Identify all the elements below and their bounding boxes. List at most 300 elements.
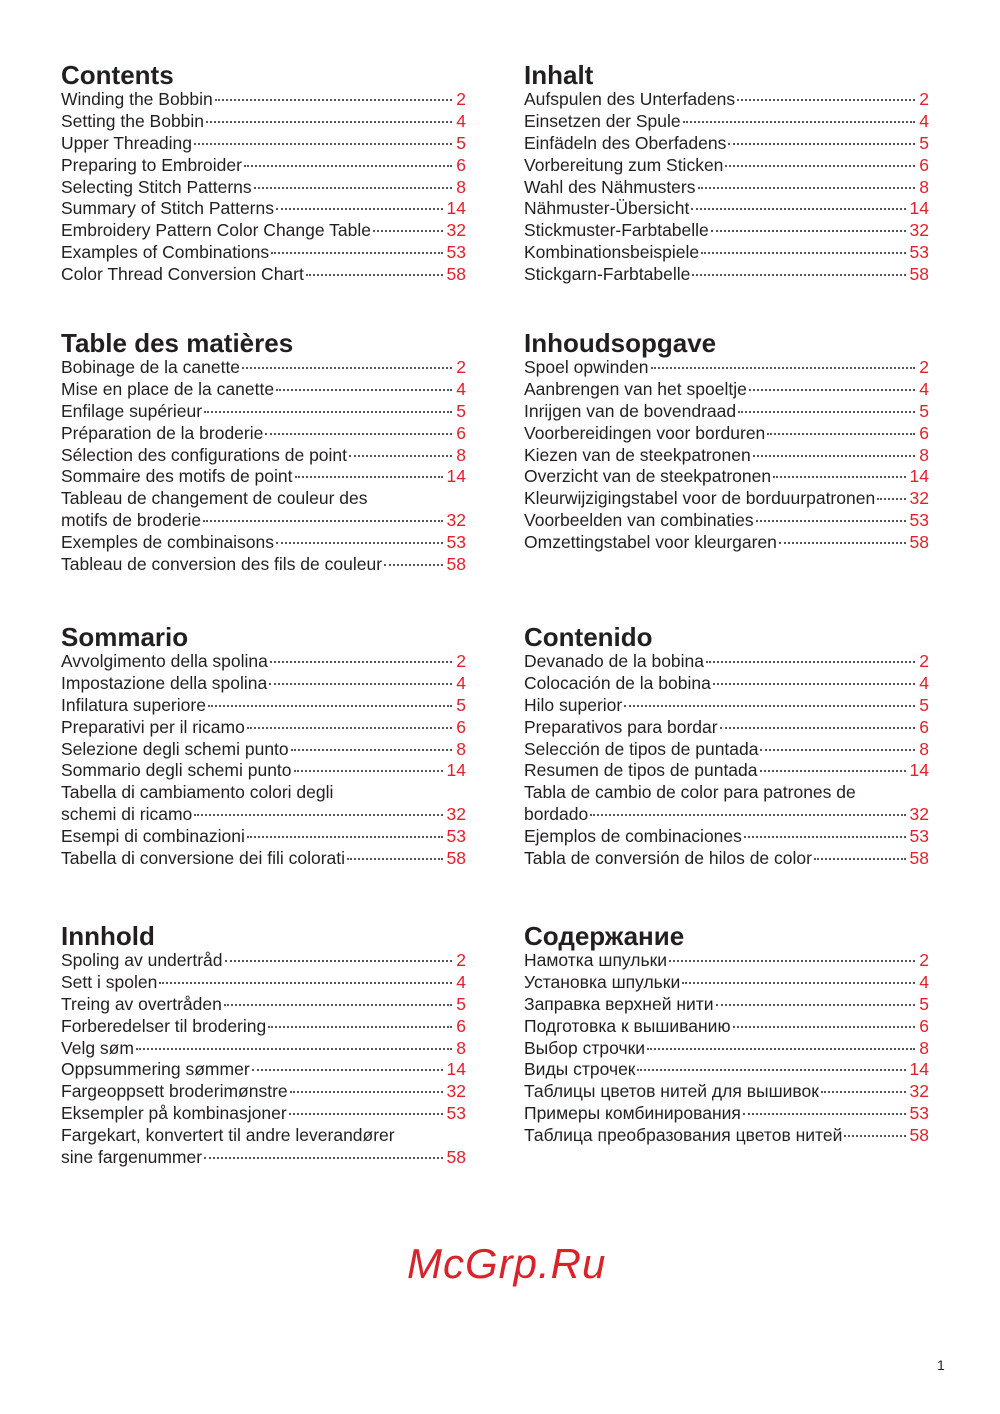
toc-entry[interactable] (524, 760, 929, 782)
dot-leader (244, 165, 452, 167)
entry-label: Exemples de combinaisons (61, 532, 275, 553)
dot-leader (844, 1135, 905, 1137)
toc-entry[interactable] (524, 972, 929, 994)
toc-entry[interactable] (61, 760, 466, 782)
entry-page-number: 8 (919, 444, 929, 465)
entry-page-number: 53 (909, 242, 929, 263)
dot-leader (349, 455, 452, 457)
entry-label: Заправка верхней нити (524, 993, 714, 1014)
entry-label: schemi di ricamo (61, 804, 193, 825)
toc-entry[interactable] (524, 1059, 929, 1081)
dot-leader (720, 727, 916, 729)
entry-label: Treing av overtråden (61, 993, 222, 1014)
dot-leader (669, 960, 915, 962)
toc-entry[interactable] (61, 1147, 466, 1169)
toc-entry[interactable] (524, 466, 929, 488)
dot-leader (294, 770, 443, 772)
entry-page-number: 6 (456, 1015, 466, 1036)
entry-page-number: 4 (919, 971, 929, 992)
toc-entry[interactable] (61, 379, 466, 401)
entry-page-number: 6 (456, 422, 466, 443)
entry-label: Kleurwijzigingstabel voor de borduurpatronen (524, 488, 876, 509)
toc-entry[interactable] (61, 717, 466, 739)
dot-leader (206, 121, 452, 123)
entry-label: Nähmuster-Übersicht (524, 198, 690, 219)
entry-page-number: 32 (446, 1081, 466, 1102)
entry-page-number: 2 (456, 950, 466, 970)
toc-entry[interactable] (61, 1016, 466, 1038)
dot-leader (203, 520, 442, 522)
dot-leader (252, 1069, 443, 1071)
entry-label: Виды строчек (524, 1059, 636, 1080)
dot-leader (698, 187, 916, 189)
toc-entry[interactable] (61, 651, 466, 673)
entry-page-number: 8 (456, 176, 466, 197)
dot-leader (276, 208, 443, 210)
entry-page-number: 58 (909, 532, 929, 553)
toc-entry[interactable] (61, 1103, 466, 1125)
dot-leader (821, 1091, 906, 1093)
dot-leader (701, 252, 905, 254)
toc-section (524, 921, 929, 1147)
section-title: Inhalt (524, 60, 594, 90)
dot-leader (270, 661, 452, 663)
entry-label: Winding the Bobbin (61, 89, 213, 109)
toc-entry[interactable] (61, 89, 466, 111)
dot-leader (136, 1048, 452, 1050)
toc-entry[interactable] (61, 554, 466, 576)
entry-label: Выбор строчки (524, 1037, 645, 1058)
dot-leader (716, 1004, 916, 1006)
dot-leader (753, 455, 916, 457)
page-number: 1 (937, 1357, 945, 1373)
dot-leader (159, 982, 452, 984)
toc-entry[interactable] (524, 445, 929, 467)
dot-leader (384, 564, 442, 566)
entry-page-number: 6 (456, 154, 466, 175)
dot-leader (204, 411, 452, 413)
toc-section (524, 622, 929, 870)
entry-label: Spoling av undertråd (61, 950, 223, 970)
toc-entry[interactable] (524, 401, 929, 423)
section-title: Sommario (61, 622, 189, 652)
entry-label: Таблицы цветов нитей для вышивок (524, 1081, 819, 1102)
dot-leader (624, 705, 915, 707)
entry-label: Inrijgen van de bovendraad (524, 400, 737, 421)
section-title: Contenido (524, 622, 653, 652)
dot-leader (814, 858, 906, 860)
entry-label: Forberedelser til brodering (61, 1015, 267, 1036)
dot-leader (208, 705, 452, 707)
toc-entry[interactable] (524, 423, 929, 445)
entry-page-number: 2 (919, 89, 929, 109)
entry-label: Preparativos para bordar (524, 716, 718, 737)
toc-entry[interactable] (524, 1081, 929, 1103)
dot-leader (225, 960, 453, 962)
entry-page-number: 14 (446, 760, 466, 781)
entry-page-number: 2 (919, 651, 929, 671)
toc-entry[interactable] (61, 401, 466, 423)
dot-leader (691, 208, 905, 210)
entry-label: Colocación de la bobina (524, 672, 711, 693)
toc-entry[interactable] (61, 739, 466, 761)
toc-entry[interactable] (524, 488, 929, 510)
entry-page-number: 8 (456, 738, 466, 759)
entry-label: Einfädeln des Oberfadens (524, 132, 727, 153)
dot-leader (289, 1113, 443, 1115)
entry-label: Devanado de la bobina (524, 651, 705, 671)
toc-entry[interactable] (524, 695, 929, 717)
entry-page-number: 58 (909, 1125, 929, 1146)
toc-entry[interactable] (61, 1038, 466, 1060)
entry-label: Color Thread Conversion Chart (61, 264, 304, 285)
dot-leader (756, 520, 906, 522)
toc-section (61, 921, 466, 1169)
entry-label: Omzettingstabel voor kleurgaren (524, 532, 777, 553)
entry-page-number: 5 (456, 694, 466, 715)
toc-entry[interactable] (61, 466, 466, 488)
toc-entry[interactable] (524, 532, 929, 554)
toc-entry[interactable] (61, 1081, 466, 1103)
entry-label: Examples of Combinations (61, 242, 270, 263)
entry-page-number: 4 (456, 110, 466, 131)
entry-page-number: 5 (919, 694, 929, 715)
dot-leader (265, 433, 452, 435)
entry-page-number: 32 (446, 804, 466, 825)
toc-entry[interactable] (524, 133, 929, 155)
entry-label: Selecting Stitch Patterns (61, 176, 252, 197)
toc-entry[interactable] (524, 717, 929, 739)
entry-page-number: 5 (456, 400, 466, 421)
toc-section (61, 622, 466, 870)
toc-entry[interactable] (61, 242, 466, 264)
entry-page-number: 32 (909, 1081, 929, 1102)
toc-entry[interactable] (61, 155, 466, 177)
dot-leader (215, 99, 452, 101)
dot-leader (194, 143, 452, 145)
toc-entry[interactable] (61, 510, 466, 532)
toc-entry-line: Tabla de cambio de color para patrones de (524, 782, 856, 803)
toc-entry[interactable] (524, 994, 929, 1016)
toc-entry[interactable] (524, 739, 929, 761)
entry-label: Preparativi per il ricamo (61, 716, 245, 737)
section-title: Innhold (61, 921, 155, 951)
toc-entry[interactable] (524, 1103, 929, 1125)
entry-label: Stickmuster-Farbtabelle (524, 220, 709, 241)
entry-page-number: 2 (919, 357, 929, 377)
dot-leader (744, 836, 906, 838)
dot-leader (725, 165, 915, 167)
toc-entry[interactable] (524, 177, 929, 199)
toc-entry[interactable] (61, 445, 466, 467)
toc-section (524, 60, 929, 286)
entry-page-number: 8 (456, 1037, 466, 1058)
entry-label: Sommario degli schemi punto (61, 760, 292, 781)
entry-page-number: 53 (446, 826, 466, 847)
entry-page-number: 5 (919, 993, 929, 1014)
entry-label: sine fargenummer (61, 1147, 203, 1168)
entry-page-number: 32 (909, 220, 929, 241)
entry-label: Aanbrengen van het spoeltje (524, 378, 747, 399)
toc-entry[interactable] (61, 848, 466, 870)
entry-page-number: 58 (909, 848, 929, 869)
entry-label: Kiezen van de steekpatronen (524, 444, 751, 465)
dot-leader (291, 749, 453, 751)
entry-label: Ejemplos de combinaciones (524, 826, 742, 847)
dot-leader (590, 814, 905, 816)
dot-leader (204, 1157, 442, 1159)
toc-entry[interactable] (524, 89, 929, 111)
dot-leader (760, 770, 906, 772)
toc-entry[interactable] (61, 804, 466, 826)
dot-leader (706, 661, 915, 663)
dot-leader (242, 367, 452, 369)
dot-leader (683, 121, 916, 123)
entry-label: Mise en place de la canette (61, 378, 275, 399)
entry-page-number: 32 (909, 804, 929, 825)
dot-leader (738, 411, 915, 413)
toc-entry[interactable] (524, 198, 929, 220)
entry-label: Tableau de conversion des fils de couleur (61, 554, 383, 575)
entry-label: Aufspulen des Unterfadens (524, 89, 736, 109)
dot-leader (637, 1069, 905, 1071)
toc-entry[interactable] (61, 198, 466, 220)
entry-label: Bobinage de la canette (61, 357, 241, 377)
toc-entry[interactable] (524, 950, 929, 972)
section-title: Contents (61, 60, 174, 90)
entry-page-number: 14 (909, 198, 929, 219)
entry-page-number: 14 (446, 466, 466, 487)
dot-leader (733, 1026, 916, 1028)
toc-section (524, 328, 929, 554)
toc-entry[interactable] (61, 133, 466, 155)
dot-leader (271, 252, 442, 254)
entry-label: Selezione degli schemi punto (61, 738, 289, 759)
toc-entry[interactable] (61, 111, 466, 133)
entry-page-number: 4 (919, 110, 929, 131)
toc-entry[interactable] (61, 826, 466, 848)
toc-entry[interactable] (524, 804, 929, 826)
entry-label: Voorbereidingen voor borduren (524, 422, 766, 443)
entry-page-number: 53 (446, 1103, 466, 1124)
entry-label: Намотка шпульки (524, 950, 668, 970)
entry-label: Fargeoppsett broderimønstre (61, 1081, 288, 1102)
entry-page-number: 8 (919, 1037, 929, 1058)
toc-entry[interactable] (524, 155, 929, 177)
dot-leader (268, 1026, 452, 1028)
toc-entry[interactable] (61, 695, 466, 717)
entry-page-number: 8 (919, 176, 929, 197)
entry-label: Upper Threading (61, 132, 193, 153)
toc-entry[interactable] (524, 1016, 929, 1038)
entry-label: Einsetzen der Spule (524, 110, 681, 131)
dot-leader (290, 1091, 443, 1093)
entry-page-number: 58 (446, 264, 466, 285)
entry-page-number: 14 (909, 1059, 929, 1080)
entry-label: motifs de broderie (61, 510, 202, 531)
dot-leader (692, 274, 905, 276)
toc-entry[interactable] (524, 1038, 929, 1060)
entry-label: Embroidery Pattern Color Change Table (61, 220, 371, 241)
dot-leader (760, 749, 915, 751)
dot-leader (647, 1048, 915, 1050)
entry-label: Hilo superior (524, 694, 623, 715)
entry-label: Setting the Bobbin (61, 110, 205, 131)
entry-page-number: 58 (446, 848, 466, 869)
dot-leader (682, 982, 915, 984)
dot-leader (713, 683, 915, 685)
toc-entry[interactable] (524, 111, 929, 133)
entry-label: Tabella di conversione dei fili colorati (61, 848, 346, 869)
entry-page-number: 8 (919, 738, 929, 759)
entry-page-number: 6 (919, 422, 929, 443)
dot-leader (269, 683, 452, 685)
entry-page-number: 32 (446, 220, 466, 241)
entry-label: Таблица преобразования цветов нитей (524, 1125, 843, 1146)
entry-page-number: 5 (456, 993, 466, 1014)
dot-leader (373, 230, 443, 232)
dot-leader (737, 99, 915, 101)
dot-leader (295, 476, 443, 478)
entry-page-number: 6 (919, 716, 929, 737)
toc-entry[interactable] (61, 357, 466, 379)
entry-label: Tabla de conversión de hilos de color (524, 848, 812, 869)
toc-entry[interactable] (61, 423, 466, 445)
toc-entry-line: Fargekart, konvertert til andre leverandører (61, 1125, 395, 1146)
entry-label: Подготовка к вышиванию (524, 1015, 731, 1036)
entry-page-number: 2 (456, 651, 466, 671)
toc-entry[interactable] (524, 826, 929, 848)
entry-page-number: 14 (446, 1059, 466, 1080)
toc-entry[interactable] (524, 264, 929, 286)
dot-leader (779, 542, 906, 544)
entry-label: Eksempler på kombinasjoner (61, 1103, 287, 1124)
entry-page-number: 14 (909, 760, 929, 781)
entry-label: Avvolgimento della spolina (61, 651, 268, 671)
entry-label: Voorbeelden van combinaties (524, 510, 754, 531)
entry-page-number: 4 (456, 672, 466, 693)
entry-page-number: 4 (919, 672, 929, 693)
entry-label: Velg søm (61, 1037, 134, 1058)
toc-entry[interactable] (524, 1125, 929, 1147)
toc-section (61, 328, 466, 576)
entry-label: Préparation de la broderie (61, 422, 264, 443)
dot-leader (347, 858, 442, 860)
toc-entry[interactable] (524, 379, 929, 401)
dot-leader (743, 1113, 906, 1115)
dot-leader (773, 476, 905, 478)
entry-label: bordado (524, 804, 589, 825)
entry-page-number: 58 (446, 1147, 466, 1168)
entry-page-number: 6 (456, 716, 466, 737)
entry-label: Sommaire des motifs de point (61, 466, 293, 487)
entry-page-number: 2 (456, 89, 466, 109)
dot-leader (728, 143, 915, 145)
dot-leader (194, 814, 442, 816)
toc-entry[interactable] (524, 848, 929, 870)
entry-label: Impostazione della spolina (61, 672, 268, 693)
entry-label: Sélection des configurations de point (61, 444, 348, 465)
entry-page-number: 32 (909, 488, 929, 509)
entry-label: Spoel opwinden (524, 357, 649, 377)
entry-page-number: 53 (446, 532, 466, 553)
entry-page-number: 14 (909, 466, 929, 487)
entry-page-number: 5 (456, 132, 466, 153)
entry-label: Infilatura superiore (61, 694, 206, 715)
entry-page-number: 14 (446, 198, 466, 219)
dot-leader (224, 1004, 452, 1006)
dot-leader (306, 274, 443, 276)
entry-label: Wahl des Nähmusters (524, 176, 696, 197)
entry-page-number: 6 (919, 154, 929, 175)
toc-entry[interactable] (524, 510, 929, 532)
entry-label: Preparing to Embroider (61, 154, 242, 175)
toc-entry[interactable] (61, 1059, 466, 1081)
entry-page-number: 6 (919, 1015, 929, 1036)
dot-leader (247, 836, 443, 838)
toc-entry-line: Tabella di cambiamento colori degli (61, 782, 334, 803)
entry-page-number: 2 (919, 950, 929, 970)
toc-entry[interactable] (61, 220, 466, 242)
toc-entry[interactable] (524, 242, 929, 264)
entry-label: Oppsummering sømmer (61, 1059, 250, 1080)
entry-page-number: 58 (446, 554, 466, 575)
toc-entry[interactable] (61, 972, 466, 994)
toc-entry-line: Tableau de changement de couleur des (61, 488, 368, 509)
dot-leader (749, 389, 915, 391)
toc-section (61, 60, 466, 286)
dot-leader (254, 187, 453, 189)
entry-label: Sett i spolen (61, 971, 158, 992)
dot-leader (276, 542, 443, 544)
entry-page-number: 58 (909, 264, 929, 285)
toc-entry[interactable] (524, 673, 929, 695)
entry-page-number: 2 (456, 357, 466, 377)
dot-leader (276, 389, 452, 391)
toc-entry[interactable] (61, 994, 466, 1016)
dot-leader (767, 433, 915, 435)
section-title: Содержание (524, 921, 685, 951)
entry-page-number: 4 (456, 378, 466, 399)
entry-page-number: 8 (456, 444, 466, 465)
toc-entry[interactable] (524, 651, 929, 673)
entry-label: Resumen de tipos de puntada (524, 760, 758, 781)
entry-page-number: 4 (919, 378, 929, 399)
toc-entry[interactable] (61, 673, 466, 695)
section-title: Inhoudsopgave (524, 328, 717, 358)
toc-entry[interactable] (61, 177, 466, 199)
entry-label: Установка шпульки (524, 971, 681, 992)
toc-entry[interactable] (61, 264, 466, 286)
entry-page-number: 53 (909, 510, 929, 531)
toc-entry[interactable] (524, 220, 929, 242)
entry-page-number: 5 (919, 132, 929, 153)
entry-label: Selección de tipos de puntada (524, 738, 759, 759)
entry-label: Summary of Stitch Patterns (61, 198, 274, 219)
entry-page-number: 53 (909, 1103, 929, 1124)
entry-label: Stickgarn-Farbtabelle (524, 264, 691, 285)
entry-label: Vorbereitung zum Sticken (524, 154, 724, 175)
entry-page-number: 4 (456, 971, 466, 992)
toc-entry[interactable] (61, 950, 466, 972)
entry-label: Esempi di combinazioni (61, 826, 245, 847)
entry-label: Enfilage supérieur (61, 400, 203, 421)
entry-label: Kombinationsbeispiele (524, 242, 700, 263)
entry-page-number: 53 (446, 242, 466, 263)
dot-leader (877, 498, 905, 500)
toc-entry[interactable] (61, 532, 466, 554)
toc-entry[interactable] (524, 357, 929, 379)
